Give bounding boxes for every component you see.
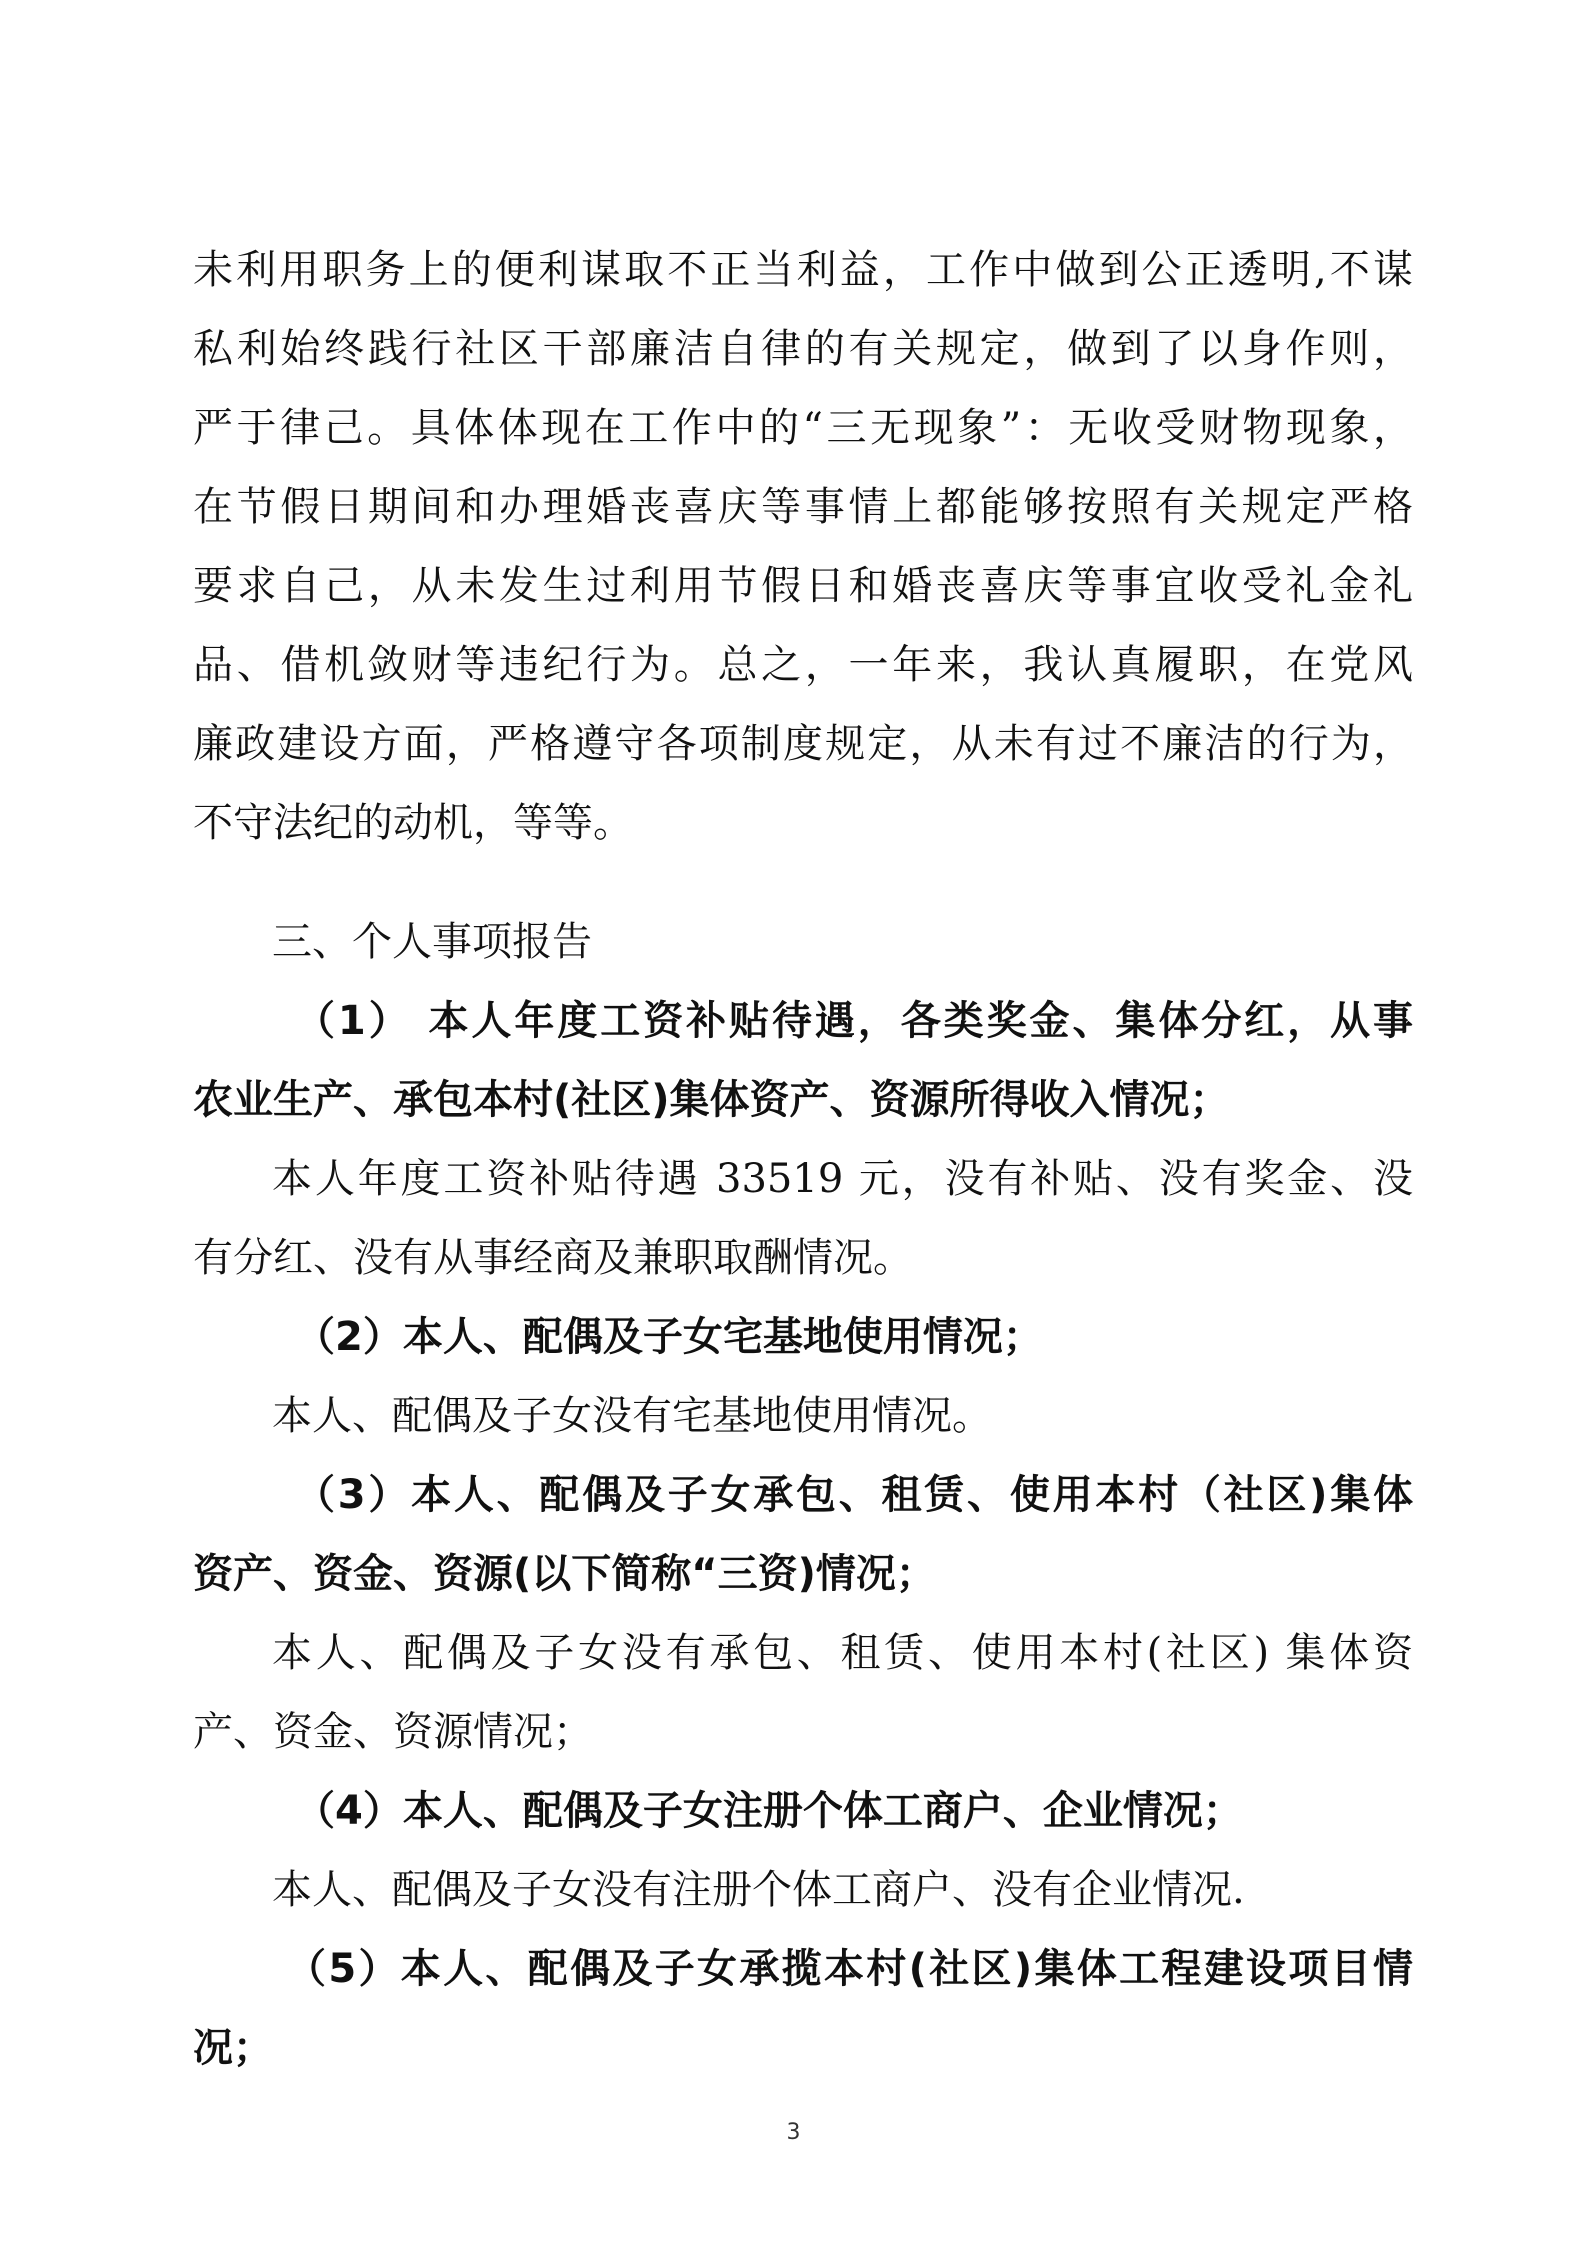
paragraph-line: 未利用职务上的便利谋取不正当利益，工作中做到公正透明,不谋	[193, 247, 1413, 293]
item-question: （2）本人、配偶及子女宅基地使用情况；	[295, 1314, 1043, 1360]
paragraph-line: 品、借机敛财等违纪行为。总之，一年来，我认真履职，在党风	[193, 642, 1413, 688]
item-answer: 有分红、没有从事经商及兼职取酬情况。	[193, 1235, 913, 1281]
item-question: 况；	[193, 2025, 273, 2071]
item-question: （1） 本人年度工资补贴待遇，各类奖金、集体分红，从事	[295, 998, 1413, 1044]
paragraph-line: 要求自己，从未发生过利用节假日和婚丧喜庆等事宜收受礼金礼	[193, 563, 1413, 609]
item-question: （3）本人、配偶及子女承包、租赁、使用本村（社区)集体	[295, 1472, 1413, 1518]
item-answer: 本人、配偶及子女没有注册个体工商户、没有企业情况.	[272, 1867, 1245, 1913]
section-heading: 三、个人事项报告	[272, 919, 592, 965]
paragraph-line: 不守法纪的动机，等等。	[193, 800, 633, 846]
page-number: 3	[786, 2120, 801, 2145]
paragraph-line: 私利始终践行社区干部廉洁自律的有关规定，做到了以身作则，	[193, 326, 1413, 372]
paragraph-line: 廉政建设方面，严格遵守各项制度规定，从未有过不廉洁的行为，	[193, 721, 1413, 767]
item-answer: 本人、配偶及子女没有承包、租赁、使用本村(社区) 集体资	[272, 1630, 1413, 1676]
item-answer: 本人、配偶及子女没有宅基地使用情况。	[272, 1393, 992, 1439]
item-question: （5）本人、配偶及子女承揽本村(社区)集体工程建设项目情	[286, 1946, 1413, 1992]
item-question: 农业生产、承包本村(社区)集体资产、资源所得收入情况；	[193, 1077, 1230, 1123]
paragraph-line: 在节假日期间和办理婚丧喜庆等事情上都能够按照有关规定严格	[193, 484, 1413, 530]
item-answer: 本人年度工资补贴待遇 33519 元，没有补贴、没有奖金、没	[272, 1156, 1413, 1202]
paragraph-line: 严于律己。具体体现在工作中的“三无现象”：无收受财物现象，	[193, 405, 1413, 451]
item-question: 资产、资金、资源(以下简称“三资)情况；	[193, 1551, 936, 1597]
item-answer: 产、资金、资源情况；	[193, 1709, 593, 1755]
item-question: （4）本人、配偶及子女注册个体工商户、企业情况；	[295, 1788, 1243, 1834]
